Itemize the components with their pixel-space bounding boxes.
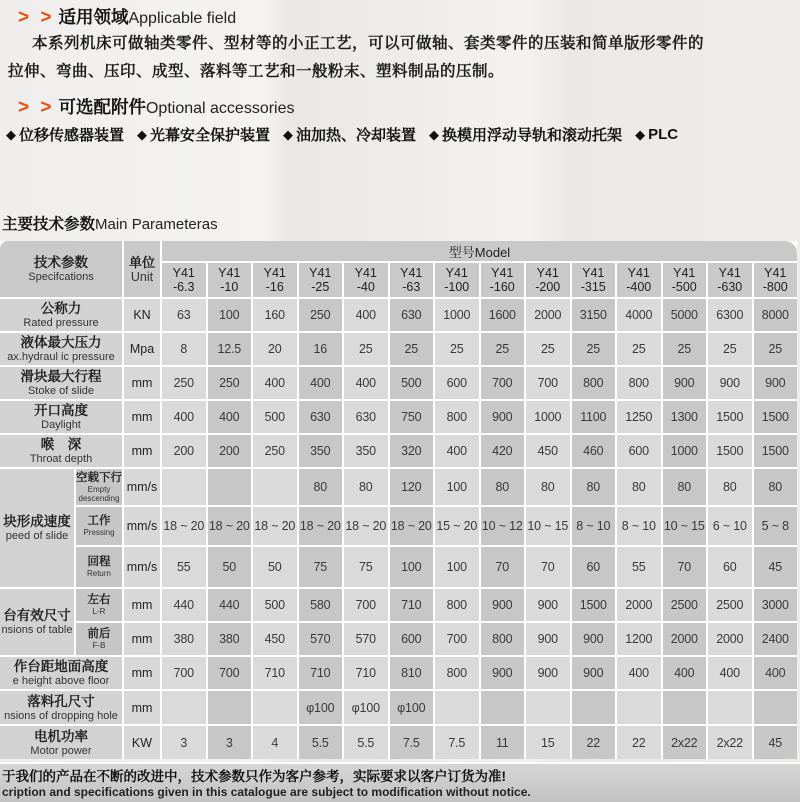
data-cell: 4000 bbox=[617, 299, 661, 331]
data-cell: 10 ~ 15 bbox=[526, 507, 570, 545]
applicable-field-paragraph bbox=[8, 30, 790, 86]
data-cell bbox=[162, 691, 206, 724]
data-cell: 75 bbox=[299, 547, 343, 587]
data-cell bbox=[617, 691, 661, 724]
data-cell bbox=[208, 691, 252, 724]
data-cell: 800 bbox=[435, 657, 479, 689]
data-cell: 6 ~ 10 bbox=[708, 507, 752, 545]
data-cell: 80 bbox=[754, 469, 798, 505]
data-cell bbox=[253, 469, 297, 505]
data-cell: 15 bbox=[526, 726, 570, 759]
data-cell: 600 bbox=[435, 367, 479, 399]
row-group-label-cell: 块形成速度 peed of slide bbox=[0, 469, 74, 587]
data-cell: 1000 bbox=[663, 435, 707, 467]
accessory-item: ◆ PLC bbox=[635, 126, 679, 143]
row-label-cell: 公称力 Rated pressure bbox=[0, 299, 122, 331]
data-cell: 400 bbox=[617, 657, 661, 689]
unit-cell: mm bbox=[124, 367, 160, 399]
data-cell: 250 bbox=[253, 435, 297, 467]
data-cell: 80 bbox=[526, 469, 570, 505]
diamond-icon: ◆ bbox=[283, 126, 294, 142]
data-cell: 3000 bbox=[754, 589, 798, 621]
optional-accessories-heading bbox=[18, 94, 295, 119]
data-cell: 80 bbox=[344, 469, 388, 505]
sub-row-label-cell: 回程 Return bbox=[76, 547, 122, 587]
data-cell: 1200 bbox=[617, 623, 661, 655]
data-cell: 500 bbox=[253, 589, 297, 621]
data-cell: 380 bbox=[208, 623, 252, 655]
data-cell: 800 bbox=[617, 367, 661, 399]
data-cell: 500 bbox=[390, 367, 434, 399]
data-cell: 1500 bbox=[754, 435, 798, 467]
data-cell: 440 bbox=[162, 589, 206, 621]
unit-cell: mm/s bbox=[124, 507, 160, 545]
data-cell: 710 bbox=[344, 657, 388, 689]
paragraph-line-2: 拉伸、弯曲、压印、成型、落料等工艺和一般粉末、塑料制品的压制。 bbox=[8, 63, 505, 80]
diamond-icon: ◆ bbox=[429, 126, 440, 142]
applicable-field-title-zh: 适用领域 bbox=[58, 7, 129, 27]
unit-cell: KW bbox=[124, 726, 160, 759]
data-cell: 2400 bbox=[754, 623, 798, 655]
data-cell: 450 bbox=[253, 623, 297, 655]
data-cell: 810 bbox=[390, 657, 434, 689]
data-cell: 11 bbox=[481, 726, 525, 759]
unit-cell: mm bbox=[124, 589, 160, 621]
data-cell: 100 bbox=[435, 547, 479, 587]
row-label-cell: 液体最大压力 ax.hydraul ic pressure bbox=[0, 333, 122, 365]
data-cell: 350 bbox=[344, 435, 388, 467]
data-cell: 600 bbox=[390, 623, 434, 655]
data-cell: 800 bbox=[572, 367, 616, 399]
data-cell: 10 ~ 12 bbox=[481, 507, 525, 545]
unit-cell: KN bbox=[124, 299, 160, 331]
data-cell: 12.5 bbox=[208, 333, 252, 365]
model-header-cell: Y41 -40 bbox=[344, 263, 388, 297]
data-cell: 600 bbox=[617, 435, 661, 467]
data-cell: 25 bbox=[708, 333, 752, 365]
data-cell: 700 bbox=[526, 367, 570, 399]
data-cell: 60 bbox=[572, 547, 616, 587]
main-parameters-heading bbox=[2, 212, 218, 234]
data-cell: 100 bbox=[435, 469, 479, 505]
chevrons-icon: > > bbox=[18, 97, 55, 118]
data-cell: 400 bbox=[435, 435, 479, 467]
data-cell bbox=[526, 691, 570, 724]
data-cell: 5.5 bbox=[299, 726, 343, 759]
row-label-cell: 喉 深 Throat depth bbox=[0, 435, 122, 467]
data-cell: 710 bbox=[299, 657, 343, 689]
data-cell: 1600 bbox=[481, 299, 525, 331]
data-cell: 1500 bbox=[754, 401, 798, 433]
data-cell: 700 bbox=[481, 367, 525, 399]
data-cell: 2000 bbox=[663, 623, 707, 655]
data-cell: 45 bbox=[754, 726, 798, 759]
data-cell: 320 bbox=[390, 435, 434, 467]
diamond-icon: ◆ bbox=[635, 126, 646, 142]
data-cell: 250 bbox=[162, 367, 206, 399]
data-cell: 25 bbox=[617, 333, 661, 365]
data-cell: 80 bbox=[617, 469, 661, 505]
data-cell: 1500 bbox=[572, 589, 616, 621]
data-cell: 420 bbox=[481, 435, 525, 467]
chevrons-icon: > > bbox=[18, 7, 55, 28]
data-cell: 380 bbox=[162, 623, 206, 655]
data-cell: 5 ~ 8 bbox=[754, 507, 798, 545]
data-cell: 18 ~ 20 bbox=[390, 507, 434, 545]
data-cell: 50 bbox=[253, 547, 297, 587]
data-cell: 900 bbox=[572, 623, 616, 655]
data-cell: 2500 bbox=[708, 589, 752, 621]
accessory-item: ◆ 换模用浮动导轨和滚动托架 bbox=[429, 126, 623, 144]
data-cell: 1500 bbox=[708, 401, 752, 433]
data-cell: 7.5 bbox=[435, 726, 479, 759]
model-header-cell: Y41 -16 bbox=[253, 263, 297, 297]
data-cell: φ100 bbox=[390, 691, 434, 724]
row-label-cell: 作台距地面高度 e height above floor bbox=[0, 657, 122, 689]
data-cell: 80 bbox=[663, 469, 707, 505]
model-header-cell: Y41 -6.3 bbox=[162, 263, 206, 297]
data-cell: 900 bbox=[481, 589, 525, 621]
model-header-cell: Y41 -63 bbox=[390, 263, 434, 297]
data-cell bbox=[572, 691, 616, 724]
data-cell: 18 ~ 20 bbox=[208, 507, 252, 545]
row-label-cell: 滑块最大行程 Stoke of slide bbox=[0, 367, 122, 399]
model-header-cell: Y41 -500 bbox=[663, 263, 707, 297]
params-table bbox=[0, 241, 797, 759]
data-cell: 500 bbox=[253, 401, 297, 433]
data-cell: 700 bbox=[435, 623, 479, 655]
accessory-item: ◆ 光幕安全保护装置 bbox=[137, 126, 271, 144]
data-cell: 18 ~ 20 bbox=[344, 507, 388, 545]
data-cell: 400 bbox=[708, 657, 752, 689]
data-cell: 25 bbox=[526, 333, 570, 365]
row-label-cell: 电机功率 Motor power bbox=[0, 726, 122, 759]
data-cell: 5.5 bbox=[344, 726, 388, 759]
model-header-cell: Y41 -25 bbox=[299, 263, 343, 297]
data-cell: 710 bbox=[253, 657, 297, 689]
optional-accessories-title-zh: 可选配附件 bbox=[58, 97, 146, 117]
data-cell bbox=[162, 469, 206, 505]
data-cell: 400 bbox=[208, 401, 252, 433]
data-cell: 70 bbox=[663, 547, 707, 587]
data-cell: 1100 bbox=[572, 401, 616, 433]
data-cell: 63 bbox=[162, 299, 206, 331]
data-cell: φ100 bbox=[344, 691, 388, 724]
data-cell bbox=[208, 469, 252, 505]
data-cell: 60 bbox=[708, 547, 752, 587]
data-cell: 400 bbox=[344, 367, 388, 399]
data-cell: 580 bbox=[299, 589, 343, 621]
data-cell: 55 bbox=[617, 547, 661, 587]
data-cell: 630 bbox=[344, 401, 388, 433]
unit-cell: mm bbox=[124, 657, 160, 689]
data-cell bbox=[481, 691, 525, 724]
data-cell: 18 ~ 20 bbox=[253, 507, 297, 545]
model-header-cell: Y41 -800 bbox=[754, 263, 798, 297]
data-cell bbox=[663, 691, 707, 724]
unit-cell: mm bbox=[124, 401, 160, 433]
unit-header-cell: 单位 Unit bbox=[124, 241, 160, 297]
data-cell: 70 bbox=[526, 547, 570, 587]
data-cell: 400 bbox=[754, 657, 798, 689]
data-cell: 400 bbox=[663, 657, 707, 689]
data-cell: 2000 bbox=[708, 623, 752, 655]
data-cell: 570 bbox=[344, 623, 388, 655]
data-cell: 16 bbox=[299, 333, 343, 365]
data-cell: 2000 bbox=[526, 299, 570, 331]
data-cell: 450 bbox=[526, 435, 570, 467]
unit-cell: Mpa bbox=[124, 333, 160, 365]
data-cell: 1300 bbox=[663, 401, 707, 433]
data-cell: 25 bbox=[754, 333, 798, 365]
row-group-label-cell: 台有效尺寸 nsions of table bbox=[0, 589, 74, 655]
main-parameters-title-zh: 主要技术参数 bbox=[2, 216, 96, 233]
data-cell: 1000 bbox=[526, 401, 570, 433]
data-cell: 250 bbox=[299, 299, 343, 331]
data-cell: 440 bbox=[208, 589, 252, 621]
data-cell: 3150 bbox=[572, 299, 616, 331]
data-cell: 18 ~ 20 bbox=[299, 507, 343, 545]
data-cell: 80 bbox=[299, 469, 343, 505]
data-cell: 900 bbox=[481, 401, 525, 433]
data-cell bbox=[708, 691, 752, 724]
data-cell: 2000 bbox=[617, 589, 661, 621]
data-cell: 700 bbox=[344, 589, 388, 621]
data-cell: 3 bbox=[162, 726, 206, 759]
data-cell: 50 bbox=[208, 547, 252, 587]
data-cell: 710 bbox=[390, 589, 434, 621]
accessory-item: ◆ 位移传感器装置 bbox=[6, 126, 125, 144]
data-cell: 900 bbox=[754, 367, 798, 399]
data-cell: 18 ~ 20 bbox=[162, 507, 206, 545]
unit-cell: mm/s bbox=[124, 547, 160, 587]
unit-cell: mm/s bbox=[124, 469, 160, 505]
data-cell: 160 bbox=[253, 299, 297, 331]
data-cell: 1500 bbox=[708, 435, 752, 467]
data-cell: 75 bbox=[344, 547, 388, 587]
unit-cell: mm bbox=[124, 691, 160, 724]
data-cell: 460 bbox=[572, 435, 616, 467]
data-cell: 200 bbox=[162, 435, 206, 467]
data-cell: 25 bbox=[481, 333, 525, 365]
data-cell: 900 bbox=[526, 657, 570, 689]
diamond-icon: ◆ bbox=[6, 126, 16, 142]
data-cell: 100 bbox=[390, 547, 434, 587]
data-cell: 250 bbox=[208, 367, 252, 399]
param-header-cell: 技术参数 Specifcations bbox=[0, 241, 122, 297]
data-cell: 55 bbox=[162, 547, 206, 587]
data-cell: φ100 bbox=[299, 691, 343, 724]
data-cell: 80 bbox=[572, 469, 616, 505]
data-cell: 8 ~ 10 bbox=[572, 507, 616, 545]
data-cell: 2500 bbox=[663, 589, 707, 621]
data-cell: 400 bbox=[299, 367, 343, 399]
data-cell: 630 bbox=[390, 299, 434, 331]
model-header-band: 型号Model bbox=[162, 241, 797, 261]
data-cell: 45 bbox=[754, 547, 798, 587]
data-cell: 900 bbox=[572, 657, 616, 689]
data-cell bbox=[754, 691, 798, 724]
data-cell: 22 bbox=[572, 726, 616, 759]
sub-row-label-cell: 左右 L-R bbox=[76, 589, 122, 621]
data-cell bbox=[435, 691, 479, 724]
model-header-cell: Y41 -630 bbox=[708, 263, 752, 297]
data-cell: 1250 bbox=[617, 401, 661, 433]
data-cell: 400 bbox=[344, 299, 388, 331]
model-header-cell: Y41 -100 bbox=[435, 263, 479, 297]
accessories-list bbox=[6, 124, 691, 145]
main-parameters-title-en: Main Parameteras bbox=[95, 216, 218, 233]
sub-row-label-cell: 工作 Pressing bbox=[76, 507, 122, 545]
model-header-cell: Y41 -160 bbox=[481, 263, 525, 297]
data-cell: 80 bbox=[708, 469, 752, 505]
data-cell: 25 bbox=[663, 333, 707, 365]
sub-row-label-cell: 前后 F-B bbox=[76, 623, 122, 655]
data-cell: 20 bbox=[253, 333, 297, 365]
data-cell: 900 bbox=[481, 657, 525, 689]
data-cell: 25 bbox=[344, 333, 388, 365]
row-label-cell: 开口高度 Daylight bbox=[0, 401, 122, 433]
data-cell: 700 bbox=[208, 657, 252, 689]
data-cell: 25 bbox=[435, 333, 479, 365]
model-header-cell: Y41 -10 bbox=[208, 263, 252, 297]
paragraph-line-1: 本系列机床可做轴类零件、型材等的小正工艺，可以可做轴、套类零件的压装和简单版形零件的 bbox=[32, 35, 705, 52]
accessory-item: ◆ 油加热、冷却装置 bbox=[283, 126, 417, 144]
footer-note bbox=[0, 762, 800, 802]
data-cell: 3 bbox=[208, 726, 252, 759]
data-cell: 6300 bbox=[708, 299, 752, 331]
data-cell: 570 bbox=[299, 623, 343, 655]
unit-cell: mm bbox=[124, 435, 160, 467]
footer-note-en: cription and specifications given in this catalogue are subject to modification without notice. bbox=[2, 785, 531, 799]
optional-accessories-title-en: Optional accessories bbox=[145, 100, 295, 117]
data-cell: 800 bbox=[435, 401, 479, 433]
data-cell: 25 bbox=[390, 333, 434, 365]
data-cell: 700 bbox=[162, 657, 206, 689]
data-cell: 70 bbox=[481, 547, 525, 587]
data-cell bbox=[253, 691, 297, 724]
data-cell: 630 bbox=[299, 401, 343, 433]
data-cell: 800 bbox=[481, 623, 525, 655]
unit-cell: mm bbox=[124, 623, 160, 655]
sub-row-label-cell: 空载下行 Empty descending bbox=[76, 469, 122, 505]
data-cell: 100 bbox=[208, 299, 252, 331]
data-cell: 2x22 bbox=[708, 726, 752, 759]
applicable-field-title-en: Applicable field bbox=[128, 10, 237, 27]
data-cell: 8000 bbox=[754, 299, 798, 331]
data-cell: 200 bbox=[208, 435, 252, 467]
data-cell: 900 bbox=[526, 623, 570, 655]
data-cell: 8 bbox=[162, 333, 206, 365]
data-cell: 800 bbox=[435, 589, 479, 621]
data-cell: 350 bbox=[299, 435, 343, 467]
data-cell: 10 ~ 15 bbox=[663, 507, 707, 545]
data-cell: 7.5 bbox=[390, 726, 434, 759]
data-cell: 900 bbox=[708, 367, 752, 399]
applicable-field-heading bbox=[18, 4, 236, 29]
data-cell: 5000 bbox=[663, 299, 707, 331]
data-cell: 1000 bbox=[435, 299, 479, 331]
data-cell: 900 bbox=[663, 367, 707, 399]
footer-note-zh: 于我们的产品在不断的改进中，技术参数只作为客户参考，实际要求以客户订货为准! bbox=[2, 769, 506, 784]
data-cell: 400 bbox=[253, 367, 297, 399]
data-cell: 22 bbox=[617, 726, 661, 759]
model-header-cell: Y41 -400 bbox=[617, 263, 661, 297]
data-cell: 750 bbox=[390, 401, 434, 433]
data-cell: 15 ~ 20 bbox=[435, 507, 479, 545]
data-cell: 4 bbox=[253, 726, 297, 759]
data-cell: 400 bbox=[162, 401, 206, 433]
data-cell: 8 ~ 10 bbox=[617, 507, 661, 545]
model-header-cell: Y41 -315 bbox=[572, 263, 616, 297]
data-cell: 120 bbox=[390, 469, 434, 505]
diamond-icon: ◆ bbox=[137, 126, 148, 142]
data-cell: 900 bbox=[526, 589, 570, 621]
data-cell: 80 bbox=[481, 469, 525, 505]
model-header-cell: Y41 -200 bbox=[526, 263, 570, 297]
row-label-cell: 落料孔尺寸 nsions of dropping hole bbox=[0, 691, 122, 724]
data-cell: 2x22 bbox=[663, 726, 707, 759]
data-cell: 25 bbox=[572, 333, 616, 365]
